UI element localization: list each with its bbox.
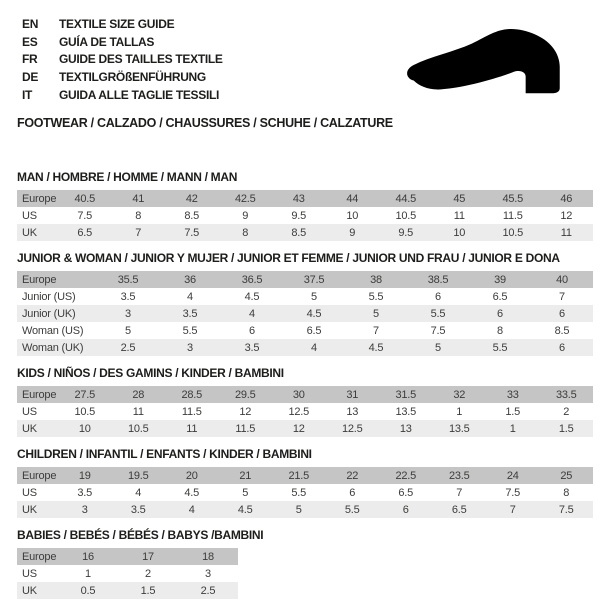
size-cell: 31.5: [379, 386, 433, 403]
size-cell: 33.5: [540, 386, 594, 403]
size-cell: 5: [242, 486, 249, 499]
table-row: [17, 322, 593, 339]
size-cell: 38: [345, 271, 407, 288]
size-cell: 4.5: [219, 501, 273, 518]
size-cell: 44: [326, 190, 380, 207]
table-row: [17, 224, 593, 241]
table-row: [17, 288, 593, 305]
size-cell: 13.5: [433, 420, 487, 437]
size-cell: 7: [373, 324, 379, 337]
size-section: [17, 367, 593, 437]
size-cell: 7: [112, 224, 166, 241]
size-cell: 7: [456, 486, 463, 499]
size-cell: 16: [58, 548, 118, 565]
size-cell: 8: [563, 486, 570, 499]
size-cell: 5.5: [368, 290, 384, 303]
language-label: TEXTILGRÖßENFÜHRUNG: [59, 69, 206, 84]
size-cell: 5.5: [291, 486, 307, 499]
size-cell: 20: [165, 467, 219, 484]
size-cell: 4: [135, 486, 142, 499]
size-section: [17, 171, 593, 241]
size-cell: 4.5: [283, 305, 345, 322]
size-cell: 43: [272, 190, 326, 207]
size-cell: 11.5: [502, 209, 523, 222]
row-label: Europe: [17, 548, 58, 565]
size-cell: 17: [118, 548, 178, 565]
size-cell: 23.5: [433, 467, 487, 484]
size-cell: 6: [349, 486, 356, 499]
size-cell: 7.5: [505, 486, 521, 499]
language-label: GUIDE DES TAILLES TEXTILE: [59, 52, 223, 67]
size-cell: 2: [563, 405, 570, 418]
size-cell: 11.5: [219, 420, 273, 437]
size-cell: 39: [469, 271, 531, 288]
category-line: FOOTWEAR / CALZADO / CHAUSSURES / SCHUHE / CALZATURE: [17, 116, 393, 131]
row-label: Europe: [17, 467, 58, 484]
size-cell: 6.5: [58, 224, 112, 241]
size-section: [17, 252, 593, 356]
size-cell: 4: [221, 305, 283, 322]
language-code: EN: [22, 16, 39, 31]
size-cell: 4: [187, 290, 193, 303]
size-cell: 11: [453, 209, 465, 222]
size-cell: 3.5: [221, 339, 283, 356]
table-row: [17, 271, 593, 288]
size-cell: 8.5: [272, 224, 326, 241]
size-cell: 5.5: [326, 501, 380, 518]
size-cell: 5.5: [407, 305, 469, 322]
size-cell: 7.5: [430, 324, 446, 337]
size-cell: 2: [145, 567, 151, 580]
size-cell: 35.5: [97, 271, 159, 288]
size-cell: 33: [486, 386, 540, 403]
size-cell: 36: [159, 271, 221, 288]
section-title: JUNIOR & WOMAN / JUNIOR Y MUJER / JUNIOR ET FEMME / JUNIOR UND FRAU / JUNIOR E DONA: [17, 251, 560, 266]
size-cell: 9.5: [291, 209, 307, 222]
size-cell: 6.5: [306, 324, 322, 337]
size-cell: 1.5: [540, 420, 594, 437]
size-cell: 46: [540, 190, 594, 207]
size-cell: 31: [326, 386, 380, 403]
row-label: Woman (US): [22, 324, 84, 337]
size-cell: 38.5: [407, 271, 469, 288]
size-cell: 45.5: [486, 190, 540, 207]
size-cell: 1: [456, 405, 463, 418]
size-cell: 19: [58, 467, 112, 484]
size-cell: 5: [311, 290, 317, 303]
shoe-icon: [402, 20, 587, 113]
size-cell: 5: [125, 324, 131, 337]
size-cell: 6: [531, 305, 593, 322]
size-cell: 13: [379, 420, 433, 437]
size-cell: 9: [242, 209, 249, 222]
table-row: [17, 403, 593, 420]
size-cell: 18: [178, 548, 238, 565]
table-row: [17, 501, 593, 518]
size-cell: 9.5: [379, 224, 433, 241]
size-cell: 44.5: [379, 190, 433, 207]
size-cell: 5.5: [182, 324, 198, 337]
row-label: Europe: [17, 271, 97, 288]
size-cell: 6.5: [492, 290, 508, 303]
size-cell: 10.5: [486, 224, 540, 241]
size-cell: 22.5: [379, 467, 433, 484]
size-cell: 13.5: [395, 405, 417, 418]
size-cell: 4.5: [345, 339, 407, 356]
size-cell: 11: [540, 224, 594, 241]
size-cell: 30: [272, 386, 326, 403]
size-cell: 28.5: [165, 386, 219, 403]
language-code: DE: [22, 69, 39, 84]
size-cell: 4.5: [184, 486, 200, 499]
section-title: MAN / HOMBRE / HOMME / MANN / MAN: [17, 170, 238, 185]
size-cell: 5: [407, 339, 469, 356]
row-label: Europe: [17, 190, 58, 207]
size-cell: 13: [346, 405, 359, 418]
size-cell: 8: [135, 209, 142, 222]
table-row: [17, 582, 238, 599]
size-cell: 6: [469, 305, 531, 322]
size-cell: 37.5: [283, 271, 345, 288]
size-cell: 24: [486, 467, 540, 484]
size-cell: 8.5: [184, 209, 200, 222]
language-code: FR: [22, 52, 38, 67]
size-cell: 3: [97, 305, 159, 322]
size-cell: 11: [165, 420, 219, 437]
size-cell: 1: [85, 567, 91, 580]
section-title: KIDS / NIÑOS / DES GAMINS / KINDER / BAMBINI: [17, 366, 284, 381]
size-cell: 6: [379, 501, 433, 518]
size-cell: 9: [326, 224, 380, 241]
size-cell: 21: [219, 467, 273, 484]
table-row: [17, 386, 593, 403]
size-cell: 5: [345, 305, 407, 322]
size-cell: 3.5: [120, 290, 136, 303]
language-code: ES: [22, 34, 38, 49]
row-label: US: [22, 405, 37, 418]
size-table: [17, 271, 593, 356]
size-cell: 12.5: [288, 405, 310, 418]
size-cell: 7: [559, 290, 565, 303]
table-row: [17, 339, 593, 356]
size-cell: 25: [540, 467, 594, 484]
table-row: [17, 467, 593, 484]
size-cell: 12.5: [326, 420, 380, 437]
size-cell: 3: [205, 567, 211, 580]
row-label: Woman (UK): [17, 339, 97, 356]
size-cell: 4.5: [244, 290, 260, 303]
size-cell: 7.5: [165, 224, 219, 241]
size-cell: 29.5: [219, 386, 273, 403]
language-label: TEXTILE SIZE GUIDE: [59, 16, 175, 31]
language-label: GUIDA ALLE TAGLIE TESSILI: [59, 87, 220, 102]
size-cell: 42: [165, 190, 219, 207]
table-row: [17, 207, 593, 224]
size-cell: 40: [531, 271, 593, 288]
row-label: US: [22, 486, 37, 499]
row-label: UK: [17, 501, 58, 518]
row-label: UK: [17, 420, 58, 437]
size-cell: 3.5: [112, 501, 166, 518]
size-cell: 32: [433, 386, 487, 403]
size-table: [17, 548, 238, 599]
size-cell: 3.5: [77, 486, 93, 499]
row-label: US: [22, 567, 37, 580]
row-label: UK: [17, 224, 58, 241]
size-cell: 6.5: [433, 501, 487, 518]
size-cell: 2.5: [178, 582, 238, 599]
table-row: [17, 305, 593, 322]
row-label: US: [22, 209, 37, 222]
size-table: [17, 386, 593, 437]
size-cell: 28: [112, 386, 166, 403]
size-table: [17, 190, 593, 241]
size-cell: 42.5: [219, 190, 273, 207]
size-cell: 2.5: [97, 339, 159, 356]
row-label: UK: [17, 582, 58, 599]
size-cell: 6: [531, 339, 593, 356]
language-label: GUÍA DE TALLAS: [59, 34, 155, 49]
size-cell: 3.5: [159, 305, 221, 322]
size-cell: 10: [346, 209, 359, 222]
size-cell: 12: [272, 420, 326, 437]
row-label: Junior (US): [22, 290, 76, 303]
size-cell: 22: [326, 467, 380, 484]
size-cell: 36.5: [221, 271, 283, 288]
section-title: CHILDREN / INFANTIL / ENFANTS / KINDER / BAMBINI: [17, 447, 312, 462]
size-cell: 4: [283, 339, 345, 356]
size-cell: 40.5: [58, 190, 112, 207]
table-row: [17, 190, 593, 207]
size-cell: 12: [239, 405, 252, 418]
size-cell: 3: [159, 339, 221, 356]
size-cell: 5.5: [469, 339, 531, 356]
size-cell: 1.5: [505, 405, 521, 418]
table-row: [17, 420, 593, 437]
sections: [17, 171, 593, 599]
size-cell: 45: [433, 190, 487, 207]
size-cell: 11: [132, 405, 144, 418]
size-cell: 1: [486, 420, 540, 437]
size-cell: 7.5: [77, 209, 93, 222]
size-cell: 10.5: [74, 405, 96, 418]
size-cell: 8: [497, 324, 503, 337]
size-cell: 27.5: [58, 386, 112, 403]
row-label: Junior (UK): [17, 305, 97, 322]
size-cell: 41: [112, 190, 166, 207]
size-cell: 11.5: [181, 405, 202, 418]
size-cell: 6.5: [398, 486, 414, 499]
size-cell: 1.5: [118, 582, 178, 599]
size-cell: 10: [433, 224, 487, 241]
language-code: IT: [22, 87, 33, 102]
size-cell: 19.5: [112, 467, 166, 484]
size-cell: 21.5: [272, 467, 326, 484]
table-row: [17, 565, 238, 582]
size-cell: 4: [165, 501, 219, 518]
size-cell: 6: [249, 324, 255, 337]
size-cell: 10: [58, 420, 112, 437]
size-cell: 0.5: [58, 582, 118, 599]
size-cell: 8: [219, 224, 273, 241]
size-cell: 3: [58, 501, 112, 518]
size-cell: 10.5: [112, 420, 166, 437]
row-label: Europe: [17, 386, 58, 403]
section-title: BABIES / BEBÉS / BÉBÉS / BABYS /BAMBINI: [17, 528, 264, 543]
table-row: [17, 548, 238, 565]
size-cell: 7: [486, 501, 540, 518]
table-row: [17, 484, 593, 501]
size-section: [17, 529, 593, 599]
size-cell: 10.5: [395, 209, 417, 222]
size-cell: 12: [560, 209, 573, 222]
size-cell: 6: [435, 290, 441, 303]
size-cell: 8.5: [554, 324, 570, 337]
size-cell: 7.5: [540, 501, 594, 518]
size-section: [17, 448, 593, 518]
size-cell: 5: [272, 501, 326, 518]
size-table: [17, 467, 593, 518]
